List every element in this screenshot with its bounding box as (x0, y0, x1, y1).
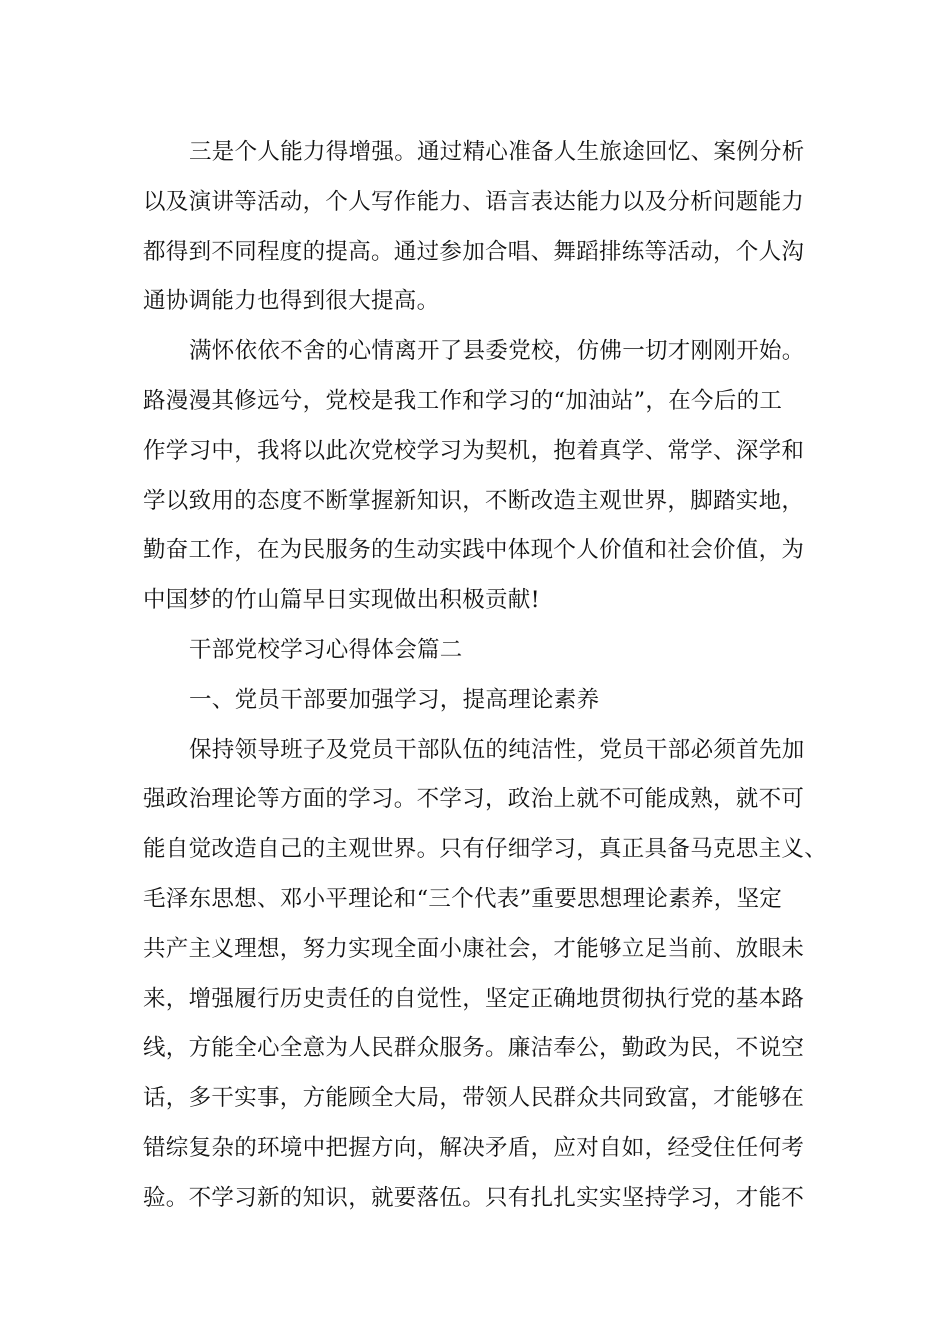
paragraph-line: 学以致用的态度不断掌握新知识，不断改造主观世界，脚踏实地， (143, 487, 805, 514)
section-title: 干部党校学习心得体会篇二 (189, 636, 463, 663)
paragraph-line: 共产主义理想，努力实现全面小康社会，才能够立足当前、放眼未 (143, 935, 805, 962)
paragraph-line: 能自觉改造自己的主观世界。只有仔细学习，真正具备马克思主义、 (143, 836, 828, 863)
paragraph-line: 路漫漫其修远兮，党校是我工作和学习的“加油站”，在今后的工 (143, 387, 783, 414)
paragraph-line: 满怀依依不舍的心情离开了县委党校，仿佛一切才刚刚开始。 (189, 338, 805, 365)
paragraph-line: 来，增强履行历史责任的自觉性，坚定正确地贯彻执行党的基本路 (143, 985, 805, 1012)
paragraph-line: 验。不学习新的知识，就要落伍。只有扎扎实实坚持学习，才能不 (143, 1184, 805, 1211)
paragraph-line: 都得到不同程度的提高。通过参加合唱、舞蹈排练等活动，个人沟 (143, 238, 805, 265)
paragraph-line: 保持领导班子及党员干部队伍的纯洁性，党员干部必须首先加 (189, 736, 805, 763)
section-heading: 一、党员干部要加强学习，提高理论素养 (189, 686, 600, 713)
paragraph-line: 话，多干实事，方能顾全大局，带领人民群众共同致富，才能够在 (143, 1085, 805, 1112)
document-body (143, 128, 828, 1224)
paragraph-line: 通协调能力也得到很大提高。 (143, 288, 440, 315)
paragraph-line: 毛泽东思想、邓小平理论和“三个代表”重要思想理论素养，坚定 (143, 885, 783, 912)
paragraph-line: 作学习中，我将以此次党校学习为契机，抱着真学、常学、深学和 (143, 437, 805, 464)
paragraph-line: 勤奋工作，在为民服务的生动实践中体现个人价值和社会价值，为 (143, 537, 805, 564)
paragraph-line: 以及演讲等活动，个人写作能力、语言表达能力以及分析问题能力 (143, 188, 805, 215)
paragraph-line: 线，方能全心全意为人民群众服务。廉洁奉公，勤政为民，不说空 (143, 1035, 805, 1062)
paragraph-line: 三是个人能力得增强。通过精心准备人生旅途回忆、案例分析 (189, 139, 805, 165)
paragraph-line: 错综复杂的环境中把握方向，解决矛盾，应对自如，经受住任何考 (143, 1134, 805, 1161)
paragraph-line: 强政治理论等方面的学习。不学习，政治上就不可能成熟，就不可 (143, 786, 805, 813)
paragraph-line: 中国梦的竹山篇早日实现做出积极贡献! (143, 587, 540, 614)
